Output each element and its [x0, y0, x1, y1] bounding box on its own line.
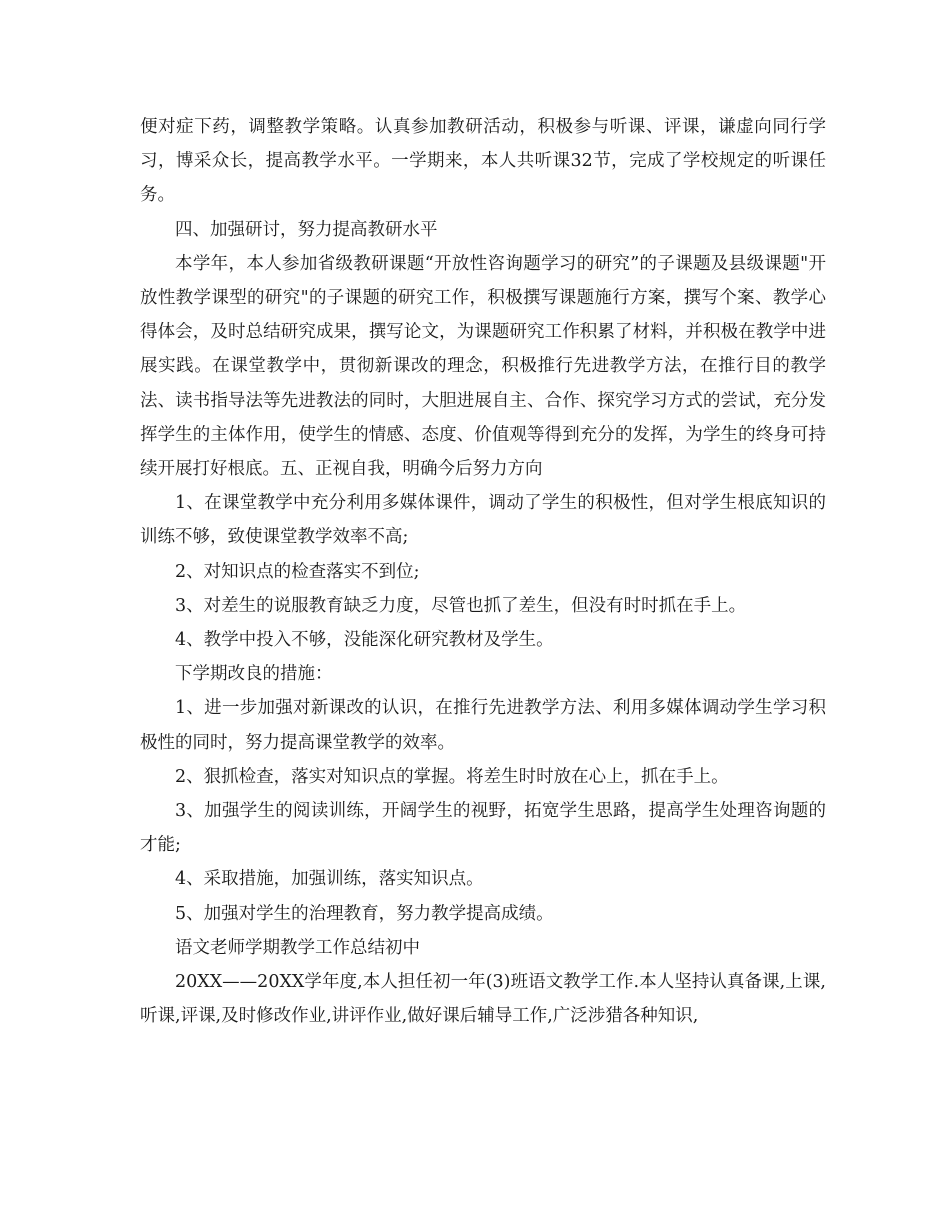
measures-heading: 下学期改良的措施：: [175, 664, 333, 685]
list-item-measure-2: 2、狠抓检查，落实对知识点的掌握。将差生时时放在心上，抓在手上。: [175, 766, 729, 787]
list-item-problem-2: 2、对知识点的检查落实不到位;: [175, 561, 420, 582]
list-item-problem-4: 4、教学中投入不够，没能深化研究教材及学生。: [175, 630, 554, 651]
list-item-measure-5: 5、加强对学生的治理教育，努力教学提高成绩。: [175, 903, 554, 924]
section-title: 语文老师学期教学工作总结初中: [175, 937, 420, 958]
paragraph-research: 本学年，本人参加省级教研课题“开放性咨询题学习的研究”的子课题及县级课题"开放性教学课型的研究"的子课题的研究工作，积极撰写课题施行方案，撰写个案、教学心得体会，及时总结研究成果，撰写论文，为课题研究工作积累了材料，并积极在教学中进展实践。在课堂教学中，贯彻新课改的理念，积极推行先进教学方法，在推行目的教学法、读书指导法等先进教法的同时，大胆进展自主、合作、探究学习方式的尝试，充分发挥学生的主体作用，使学生的情感、态度、价值观等得到充分的发挥，为学生的终身可持续开展打好根底。五、正视自我，明确今后努力方向: [140, 253, 826, 480]
list-item-problem-3: 3、对差生的说服教育缺乏力度，尽管也抓了差生，但没有时时抓在手上。: [175, 595, 747, 616]
paragraph-1: 便对症下药，调整教学策略。认真参加教研活动，积极参与听课、评课，谦虚向同行学习，博采众长，提高教学水平。一学期来，本人共听课32节，完成了学校规定的听课任务。: [140, 117, 826, 206]
section-heading-4: 四、加强研讨，努力提高教研水平: [175, 219, 438, 240]
list-item-measure-1: 1、进一步加强对新课改的认识，在推行先进教学方法、利用多媒体调动学生学习积极性的同时，努力提高课堂教学的效率。: [140, 698, 826, 753]
list-item-problem-1: 1、在课堂教学中充分利用多媒体课件，调动了学生的积极性，但对学生根底知识的训练不够，致使课堂教学效率不高;: [140, 493, 826, 548]
list-item-measure-3: 3、加强学生的阅读训练，开阔学生的视野，拓宽学生思路，提高学生处理咨询题的才能;: [140, 801, 826, 856]
paragraph-final: 20XX——20XX学年度,本人担任初一年(3)班语文教学工作.本人坚持认真备课,上课,听课,评课,及时修改作业,讲评作业,做好课后辅导工作,广泛涉猎各种知识,: [140, 972, 826, 1027]
document-body: [140, 110, 826, 1033]
list-item-measure-4: 4、采取措施，加强训练，落实知识点。: [175, 869, 484, 890]
